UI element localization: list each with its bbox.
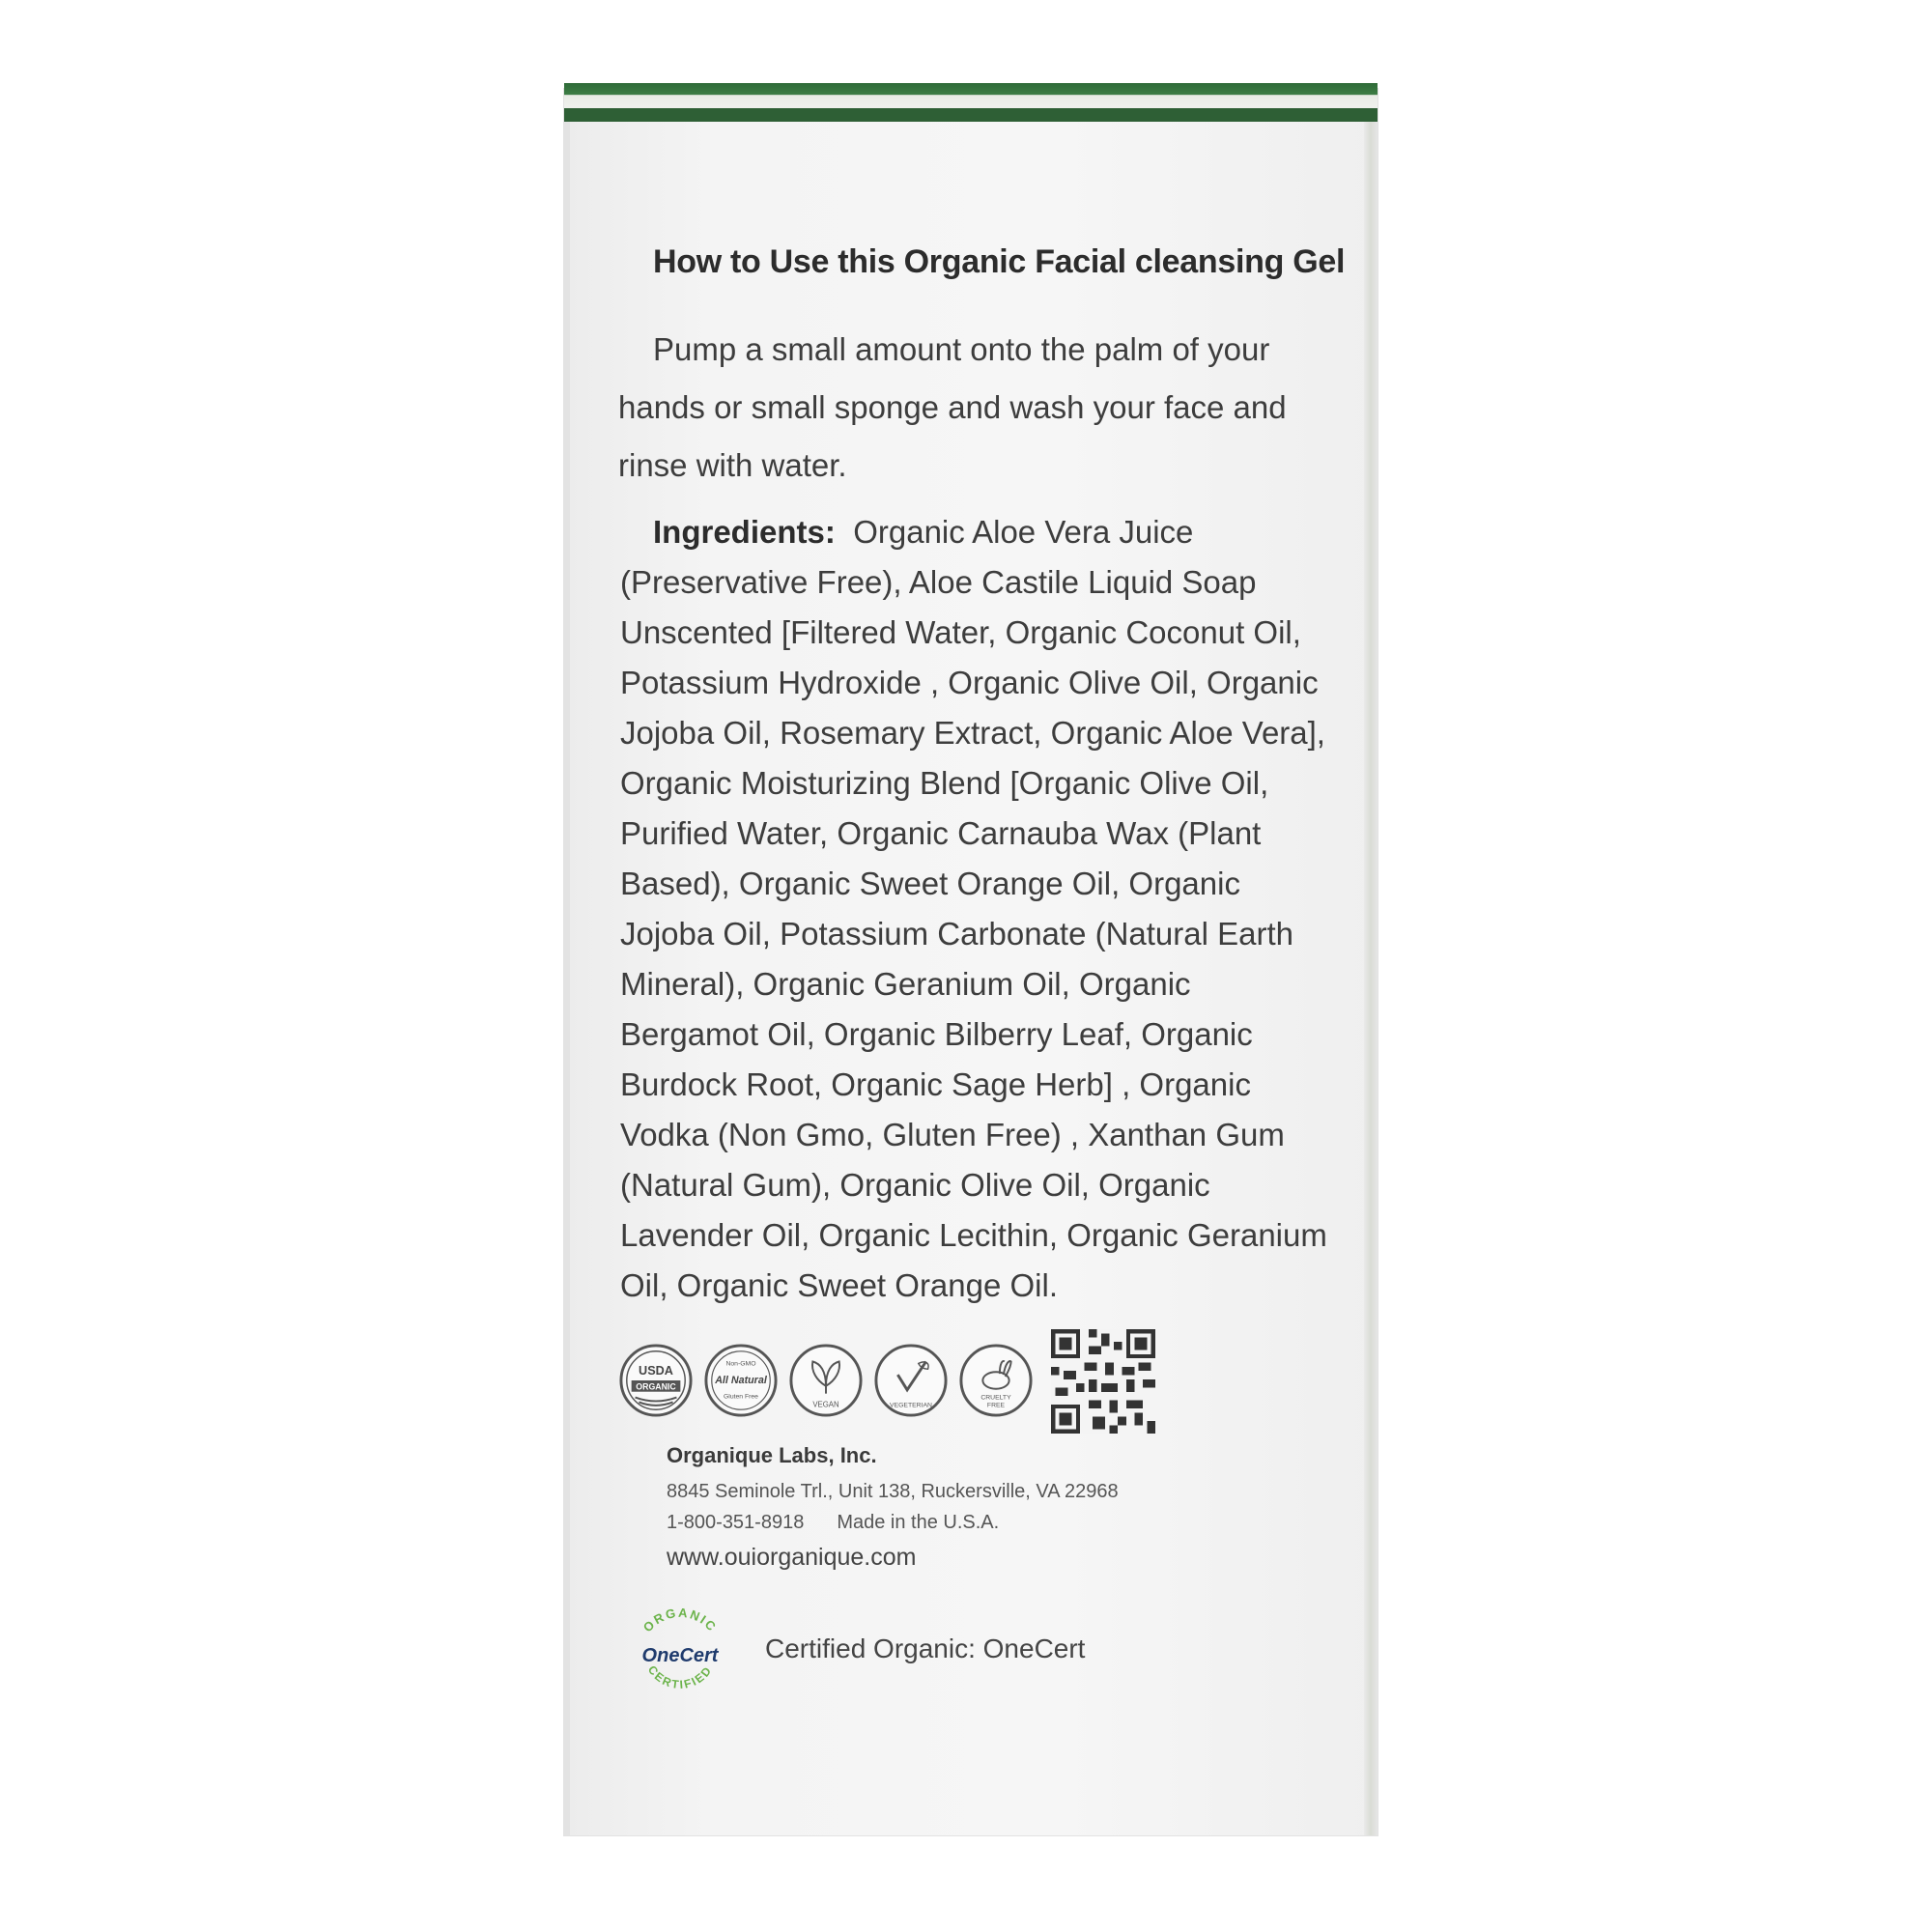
qr-code-icon[interactable] [1051,1329,1155,1434]
free-text: FREE [986,1402,1006,1409]
vegetarian-leaf-icon [873,1343,949,1418]
box-right-edge [1364,122,1378,1835]
ingredients-text: Organic Aloe Vera Juice (Preservative Free), Aloe Castile Liquid Soap Unscented [Filtered Water, Organic Coconut Oil, Potassium Hydroxide , Organic Olive Oil, Organic Jojoba Oil, Rosemary Extract, Organic Aloe Vera], Organic Moisturizing Blend [Organic Olive Oil, Purified Water, Organic Carnauba Wax (Plant Based), Organic Sweet Orange Oil, Organic Jojoba Oil, Potassium Carbonate (Natural Earth Mineral), Organic Geranium Oil, Organic Bergamot Oil, Organic Bilberry Leaf, Organic Burdock Root, Organic Sage Herb] , Organic Vodka (Non Gmo, Gluten Free) , Xanthan Gum (Natural Gum), Organic Olive Oil, Organic Lavender Oil, Organic Lecithin, Organic Geranium Oil, Organic Sweet Orange Oil. [620,514,1327,1303]
vegan-leaf-icon [788,1343,864,1418]
made-in-usa: Made in the U.S.A. [837,1512,1000,1533]
cruelty-free-bunny-icon [958,1343,1034,1418]
seal-brand-text: OneCert [641,1645,719,1666]
certification-badges [618,1337,1034,1424]
company-website[interactable]: www.ouiorganique.com [667,1544,917,1571]
company-phone: 1-800-351-8918 [667,1512,805,1533]
usda-text: USDA [639,1364,673,1378]
certified-organic-statement: Certified Organic: OneCert [765,1634,1086,1663]
vegetarian-text: VEGETERIAN [890,1402,932,1409]
all-natural-text: All Natural [715,1374,767,1386]
usage-instructions: Pump a small amount onto the palm of your hands or small sponge and wash your face and rinse with water. [618,331,1287,483]
seal-organic-text: ORGANIC [639,1605,721,1635]
nongmo-text: Non-GMO [725,1360,756,1368]
svg-text:CERTIFIED [645,1663,715,1692]
usda-organic-text: ORGANIC [636,1381,676,1392]
ingredients-label: Ingredients: [653,514,836,550]
ingredients-list [620,507,1335,1311]
svg-text:ORGANIC [640,1605,721,1635]
usda-organic-icon [618,1343,694,1418]
usage-title: How to Use this Organic Facial cleansing Gel [653,243,1346,280]
company-info [667,1443,1246,1575]
onecert-seal-icon [622,1596,738,1712]
box-left-edge [564,122,570,1835]
gluten-free-text: Gluten Free [724,1393,758,1401]
cruelty-text: CRUELTY [980,1394,1011,1402]
vegan-text: VEGAN [812,1400,839,1409]
company-address: 8845 Seminole Trl., Unit 138, Ruckersville, VA 22968 [667,1481,1119,1502]
seal-certified-text: CERTIFIED [644,1662,716,1692]
box-top-green-band [564,108,1378,122]
company-name: Organique Labs, Inc. [667,1443,877,1467]
non-gmo-icon [703,1343,779,1418]
